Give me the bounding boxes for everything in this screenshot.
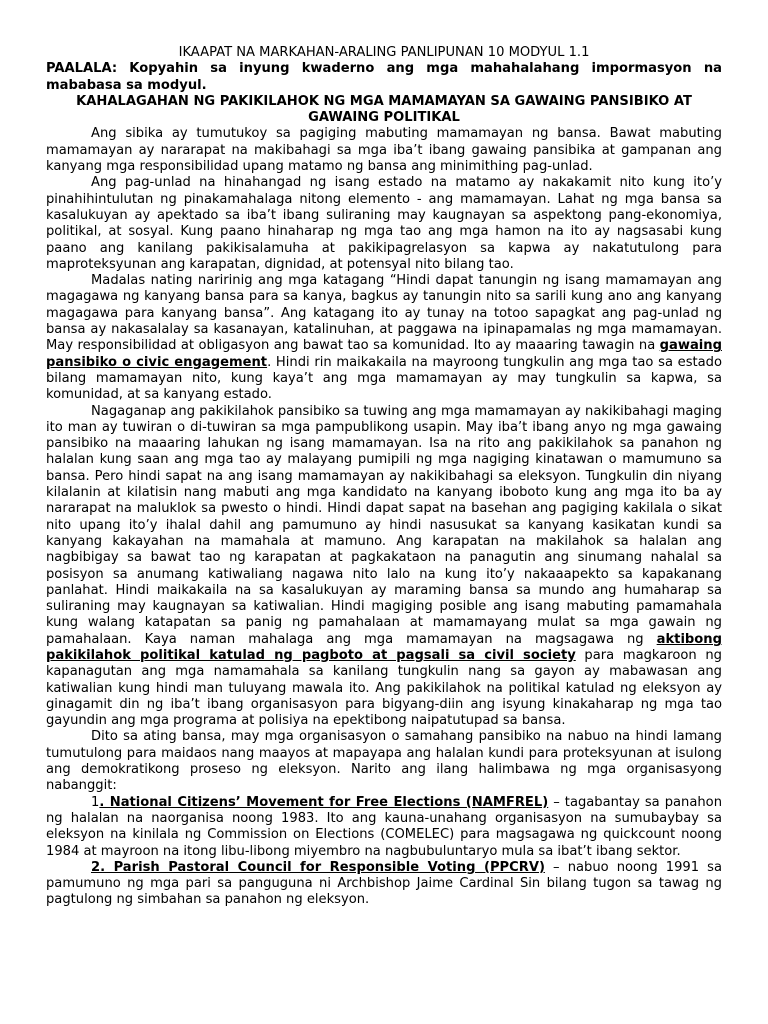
paragraph-3-text-b: . Hindi rin maikakaila na mayroong tungkulin ang mga tao sa estado bilang mamamayan nito, kung kaya’t ang mga mamamayan ay may tungkulin sa kapwa, sa komunidad, at sa kanyang estado. [46, 354, 723, 403]
paragraph-3-text-a: Madalas nating naririnig ang mga katagang “Hindi dapat tanungin ng isang mamamayan ang magagawa ng kanyang bansa para sa kanya, bagkus ay tanungin nito sa sarili kung ano ang kanyang magagawa para kanyang bansa”. Ang katagang ito ay tunay na totoo sapagkat ang pag-unlad ng bansa ay nakasalalay sa kasanayan, katalinuhan, at paggawa na ipinapamalas ng mga mamamayan. May responsibilidad at obligasyon ang bawat tao sa komunidad. Ito ay maaaring tawagin na [46, 273, 722, 354]
page-title: KAHALAGAHAN NG PAKIKILAHOK NG MGA MAMAMAYAN SA GAWAING PANSIBIKO AT GAWAING POLITIKAL [76, 93, 692, 126]
paragraph-4-text-a: Nagaganap ang pakikilahok pansibiko sa tuwing ang mga mamamayan ay nakikibahagi maging ito man ay tuwiran o di-tuwiran sa mga pampublikong usapin. May iba’t ibang anyo ng mga gawaing pansibiko na maaaring lahukan ng isang mamamayan. Isa na rito ang pakikilahok sa panahon ng halalan kung saan ang mga tao ay malayang pumipili ng mga nagiging kinatawan o mamumuno sa bansa. Pero hindi sapat na ang isang mamamayan ay nakikibahagi sa eleksyon. Tungkulin din niyang kilalanin at kilatisin nang mabuti ang mga kandidato na kanyang iboboto kung ang mga ito ba ay nararapat na maluklok sa pwesto o hindi. Hindi dapat sapat na basehan ang pagiging kakilala o sikat nito upang ito’y ihalal dahil ang pamumuno ay hindi nasusukat sa kanyang kasikatan kundi sa kanyang kakayahan na mamahala at mamuno. Ang karapatan na makilahok sa halalan ang nagbibigay sa bawat tao ng karapatan at pagkakataon na panagutin ang sinumang nahalal sa posisyon sa anumang katiwaliang nagawa nito lalo na kung ito’y nakaaapekto sa kapakanang panlahat. Hindi maikakaila na sa kasalukuyan ay maraming bansa sa mundo ang humaharap sa suliraning may kaugnayan sa katiwalian. Hindi magiging posible ang isang mabuting pamamahala kung walang katapatan sa panig ng pamahalaan at mamamayang mulat sa mga gawain ng pamahalaan. Kaya naman mahalaga ang mga mamamayan na magsagawa ng [46, 403, 722, 647]
list-item-number: 1 [91, 794, 100, 810]
reminder-note: PAALALA: Kopyahin sa inyung kwaderno ang mga mahahalahang impormasyon na mababasa sa modyul. [46, 61, 722, 93]
ppcrv-name: 2. Parish Pastoral Council for Responsible Voting (PPCRV) [91, 859, 545, 875]
paragraph-5: Dito sa ating bansa, may mga organisasyon o samahang pansibiko na nabuo na hindi lamang tumutulong para maidaos nang maayos at mapayapa ang halalan kundi para proteksyunan at isulong ang demokratikong proseso ng eleksyon. Narito ang ilang halimbawa ng mga organisasyong nabanggit: [46, 729, 722, 794]
namfrel-name: . National Citizens’ Movement for Free Elections (NAMFREL) [99, 794, 549, 810]
paragraph-2: Ang pag-unlad na hinahangad ng isang estado na matamo ay nakakamit nito kung ito’y pinahihintulutan ng pinakamahalaga nitong elemento - ang mamamayan. Lahat ng mga bansa sa kasalukuyan ay apektado sa iba’t ibang suliraning may kaugnayan sa aspektong pang-ekonomiya, politikal, at sosyal. Kung paano hinaharap ng mga tao ang mga hamon na ito ay nagsasabi kung paano ang kanilang pakikisalamuha at pakikipagrelasyon sa kapwa ay nakatutulong para maproteksyunan ang karapatan, dignidad, at potensyal nito bilang tao. [46, 175, 722, 272]
list-item-ppcrv [46, 860, 722, 909]
paragraph-4-text-b: para magkaroon ng kapanagutan ang mga namamahala sa kanilang tungkulin nang sa gayon ay mabawasan ang katiwalian kung hindi man tuluyang mawala ito. Ang pakikilahok na politikal katulad ng eleksyon ay ginagamit din ng iba’t ibang organisasyon para bigyang-diin ang isyung kinakaharap ng mga tao gayundin ang mga programa at polisiya na epektibong naipatutupad sa bansa. [46, 647, 722, 729]
paragraph-4 [46, 404, 722, 730]
paragraph-3 [46, 273, 722, 403]
ppcrv-description: – nabuo noong 1991 sa pamumuno ng mga pari sa panguguna ni Archbishop Jaime Cardinal Sin bilang tugon sa tawag ng pagtulong ng simbahan sa panahon ng eleksyon. [46, 859, 722, 908]
paragraph-1: Ang sibika ay tumutukoy sa pagiging mabuting mamamayan ng bansa. Bawat mabuting mamamayan ay nararapat na makibahagi sa mga iba’t ibang gawaing pansibika at gampanan ang kanyang mga responsibilidad upang matamo ng bansa ang minimithing pag-unlad. [46, 126, 722, 175]
political-participation-term: aktibong pakikilahok politikal katulad ng pagboto at pagsali sa civil society [46, 631, 722, 663]
namfrel-description: – tagabantay sa panahon ng halalan na naorganisa noong 1983. Ito ang kauna-unahang organisasyon na sumubaybay sa eleksyon na kinilala ng Commission on Elections (COMELEC) para magsagawa ng quickcount noong 1984 at mayroon na itong libu-libong miyembro na nagbubuluntaryo mula sa ibat’t ibang sektor. [46, 794, 722, 859]
module-header: IKAAPAT NA MARKAHAN-ARALING PANLIPUNAN 10 MODYUL 1.1 [178, 45, 590, 60]
list-item-namfrel [46, 795, 722, 860]
civic-engagement-term: gawaing pansibiko o civic engagement [46, 338, 722, 370]
